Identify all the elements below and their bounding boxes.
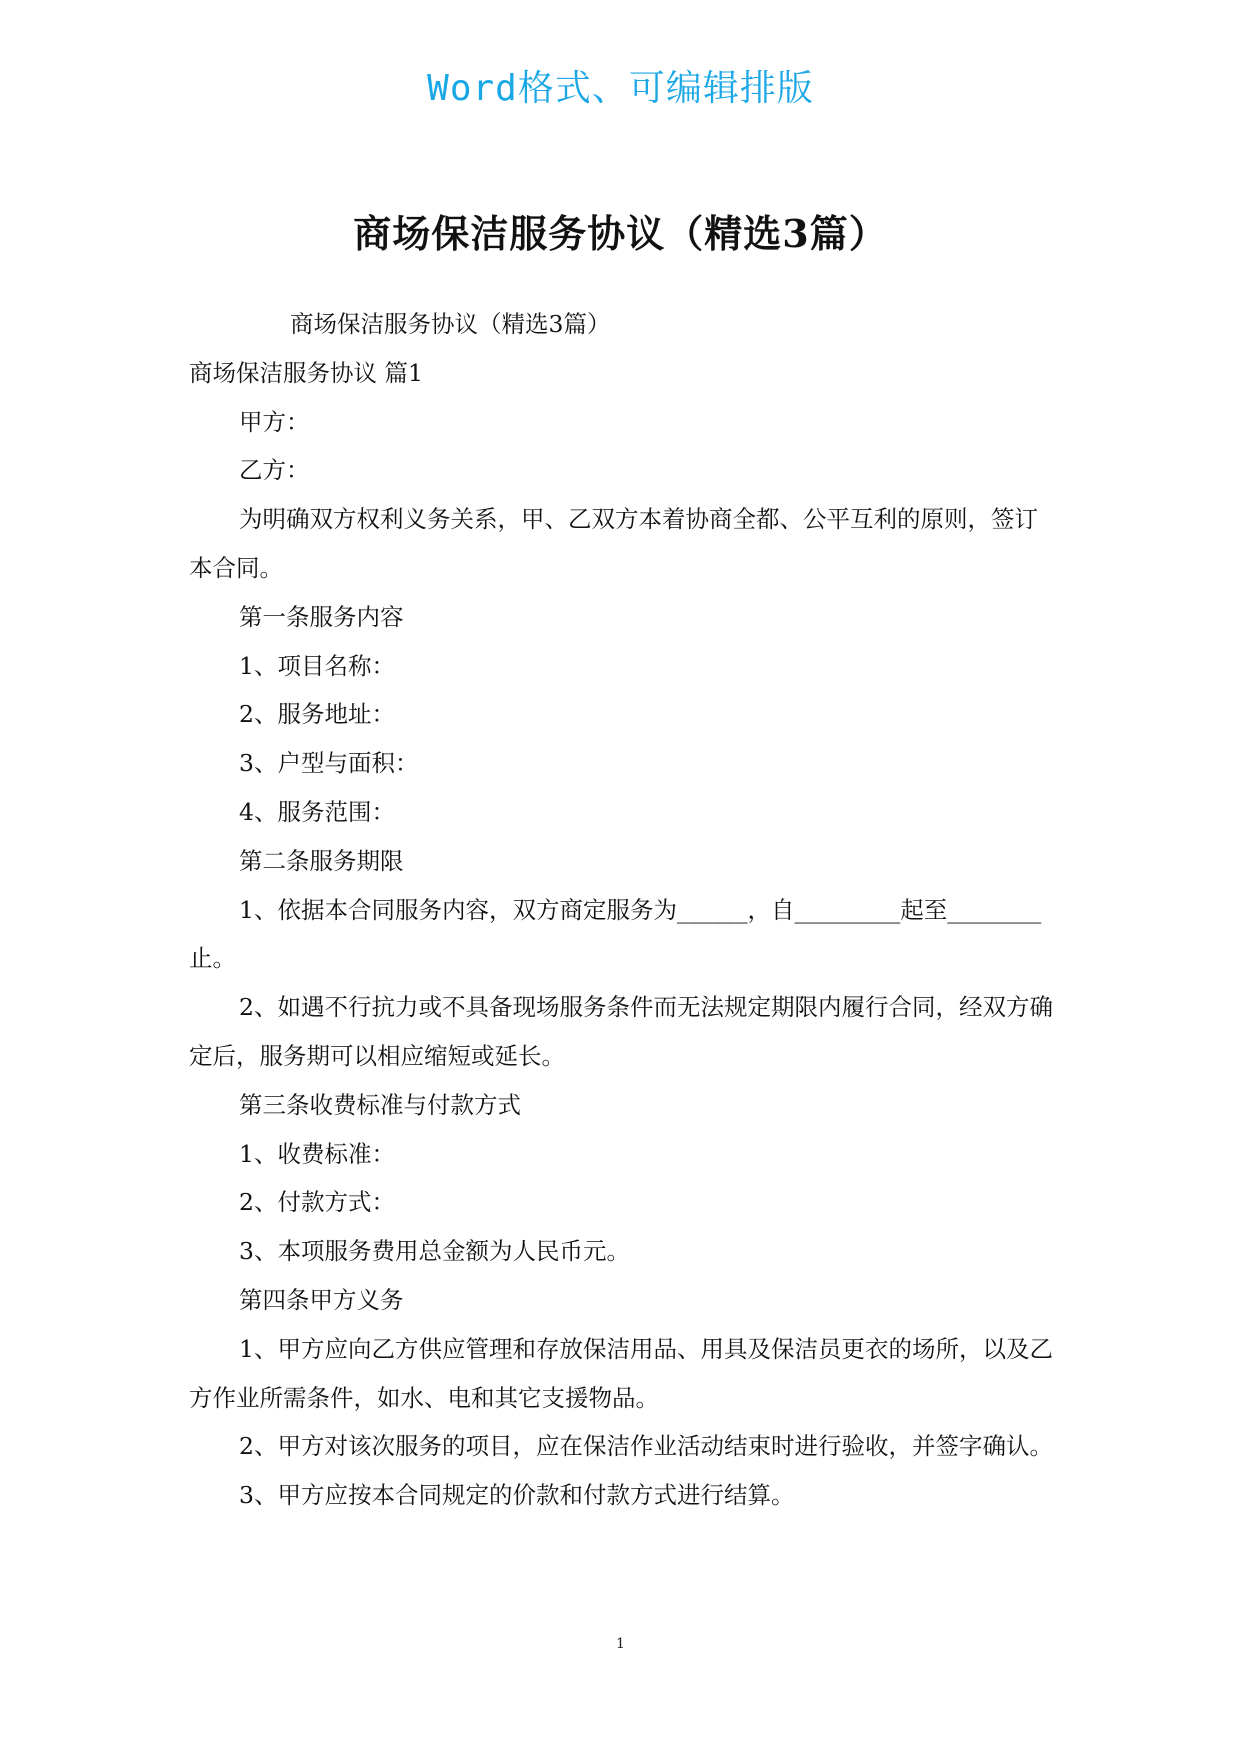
- subtitle-line: 商场保洁服务协议（精选3篇）: [290, 310, 611, 338]
- preamble-paragraph: 为明确双方权利义务关系，甲、乙双方本着协商全都、公平互利的原则，签订本合同。: [189, 505, 1038, 582]
- party-b-line: 乙方：: [239, 456, 310, 485]
- document-title: 商场保洁服务协议（精选3篇）: [353, 211, 888, 256]
- page-number: 1: [616, 1636, 625, 1652]
- clause-paragraph: 3、户型与面积：: [239, 749, 419, 778]
- clause-paragraph: 2、如遇不行抗力或不具备现场服务条件而无法规定期限内履行合同，经双方确定后，服务期可以相应缩短或延长。: [189, 993, 1053, 1070]
- clause-paragraph: 1、收费标准：: [239, 1139, 395, 1168]
- clause-paragraph: 1、甲方应向乙方供应管理和存放保洁用品、用具及保洁员更衣的场所，以及乙方作业所需条件，如水、电和其它支援物品。: [189, 1334, 1053, 1412]
- article-heading: 第三条收费标准与付款方式: [239, 1090, 521, 1119]
- clause-paragraph: 2、甲方对该次服务的项目，应在保洁作业活动结束时进行验收，并签字确认。: [239, 1432, 1053, 1461]
- article-heading: 第二条服务期限: [239, 846, 404, 875]
- word-format-banner: Word格式、可编辑排版: [427, 68, 814, 109]
- section-heading: 商场保洁服务协议 篇1: [189, 358, 423, 387]
- article-heading: 第一条服务内容: [239, 602, 404, 631]
- article-heading: 第四条甲方义务: [239, 1285, 404, 1314]
- document-body: [189, 300, 1059, 1520]
- clause-paragraph: 4、服务范围：: [239, 797, 395, 826]
- clause-paragraph: 2、服务地址：: [239, 700, 395, 729]
- clause-paragraph: 3、本项服务费用总金额为人民币元。: [239, 1237, 630, 1266]
- clause-paragraph: 1、依据本合同服务内容，双方商定服务为______，自_________起至________止。: [189, 895, 1042, 973]
- party-a-line: 甲方：: [239, 407, 310, 436]
- clause-paragraph: 3、甲方应按本合同规定的价款和付款方式进行结算。: [239, 1481, 795, 1510]
- clause-paragraph: 2、付款方式：: [239, 1188, 395, 1217]
- clause-paragraph: 1、项目名称：: [239, 651, 395, 680]
